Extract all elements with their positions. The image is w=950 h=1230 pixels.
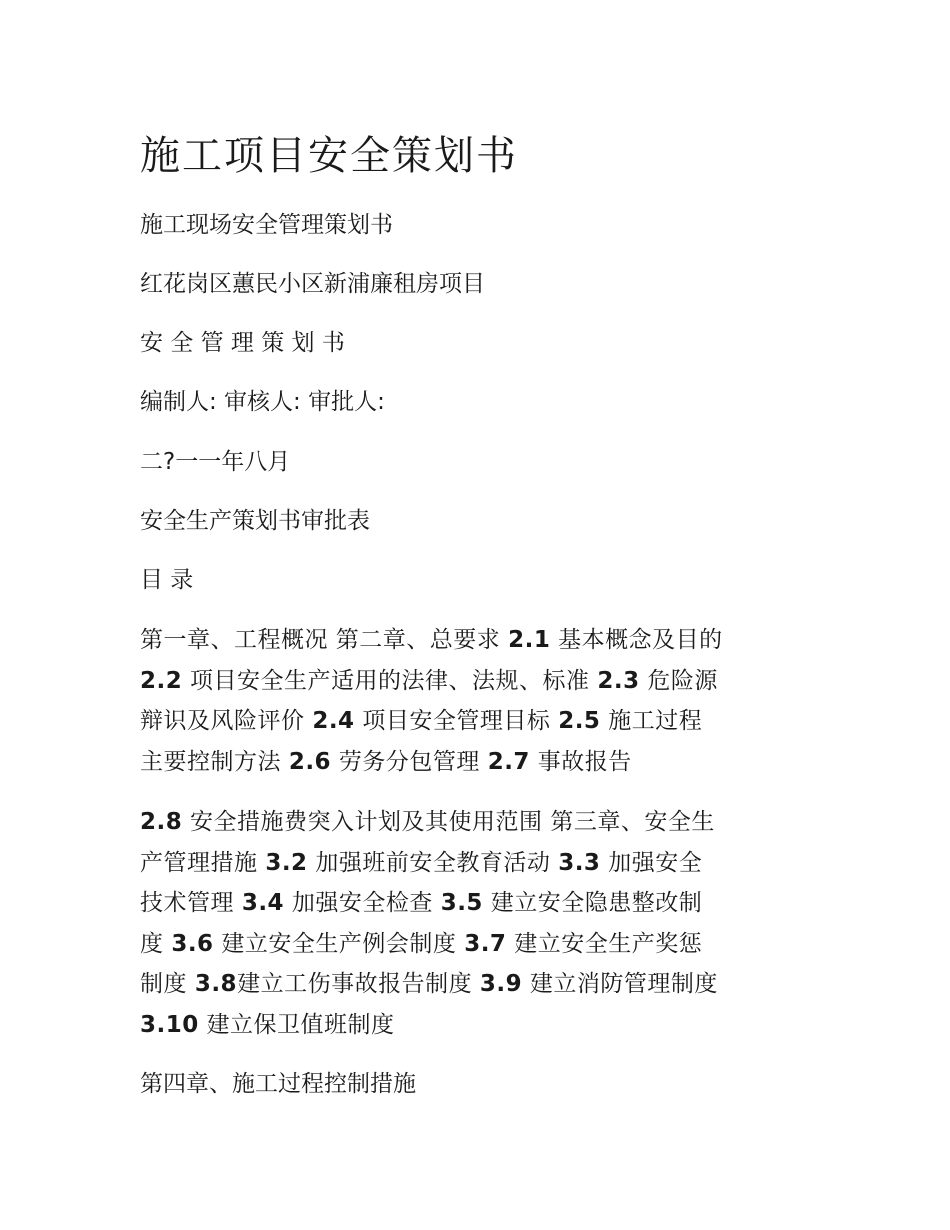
toc-line: [140, 620, 820, 661]
toc-text: 辩识及风险评价: [140, 708, 313, 735]
approval-table-heading: 安全生产策划书审批表: [140, 508, 370, 534]
toc-paragraph-2: [140, 802, 820, 1046]
toc-text: 施工过程: [600, 708, 703, 735]
toc-section-number: 2.7: [487, 748, 530, 775]
toc-section-number: 2.6: [288, 748, 332, 775]
toc-text: 项目安全管理目标: [354, 708, 559, 735]
toc-text: 产管理措施: [140, 849, 266, 876]
toc-section-number: 3.5: [440, 890, 483, 917]
toc-section-number: 3.7: [464, 930, 507, 957]
document-title: 施工项目安全策划书: [140, 133, 518, 179]
toc-section-number: 3.6: [171, 930, 214, 957]
toc-section-number: 2.4: [312, 708, 355, 735]
toc-line: [140, 661, 820, 702]
toc-section-number: 2.2: [140, 667, 183, 694]
toc-line: [140, 1005, 820, 1046]
document-name: 安 全 管 理 策 划 书: [140, 330, 345, 356]
toc-text: 危险源: [639, 667, 718, 694]
toc-text: 主要控制方法: [140, 748, 289, 775]
toc-chapter-4: 第四章、施工过程控制措施: [140, 1071, 416, 1097]
signers-line: 编制人: 审核人: 审批人:: [140, 389, 385, 415]
toc-section-number: 3.8: [194, 971, 238, 998]
toc-text: 第一章、工程概况 第二章、总要求: [140, 627, 509, 653]
toc-text: 加强安全: [600, 849, 703, 876]
toc-section-number: 3.10: [140, 1011, 199, 1038]
toc-heading: 目 录: [140, 567, 194, 593]
toc-line: [140, 964, 820, 1005]
toc-line: [140, 742, 820, 783]
toc-text: 建立保卫值班制度: [198, 1011, 395, 1038]
toc-text: 建立安全生产例会制度: [213, 930, 465, 957]
toc-section-number: 2.3: [597, 667, 640, 694]
toc-section-number: 2.8: [140, 809, 183, 835]
toc-text: 劳务分包管理: [331, 748, 488, 775]
toc-section-number: 2.5: [558, 708, 601, 735]
toc-text: 加强班前安全教育活动: [307, 849, 559, 876]
toc-line: [140, 883, 820, 924]
project-name: 红花岗区蕙民小区新浦廉租房项目: [140, 271, 485, 297]
toc-text: 建立安全生产奖惩: [506, 930, 703, 957]
toc-line: [140, 701, 820, 742]
toc-text: 度: [140, 930, 172, 957]
toc-line: [140, 802, 820, 843]
toc-text: 制度: [140, 971, 195, 998]
toc-section-number: 3.2: [265, 849, 308, 876]
toc-text: 建立工伤事故报告制度: [237, 971, 480, 998]
toc-text: 加强安全检查: [284, 890, 441, 917]
toc-line: [140, 924, 820, 965]
toc-text: 事故报告: [529, 748, 632, 775]
date-line: 二?一一年八月: [140, 449, 291, 475]
toc-text: 建立安全隐患整改制: [482, 890, 703, 917]
toc-section-number: 3.3: [558, 849, 601, 876]
toc-text: 技术管理: [140, 890, 242, 917]
toc-text: 建立消防管理制度: [522, 971, 718, 998]
toc-section-number: 3.9: [479, 971, 523, 998]
toc-line: [140, 843, 820, 884]
toc-paragraph-1: [140, 620, 820, 782]
toc-text: 安全措施费突入计划及其使用范围 第三章、安全生: [182, 809, 715, 835]
subtitle: 施工现场安全管理策划书: [140, 212, 393, 238]
toc-text: 项目安全生产适用的法律、法规、标准: [182, 667, 598, 694]
toc-text: 基本概念及目的: [550, 627, 723, 653]
toc-section-number: 2.1: [508, 627, 551, 653]
toc-section-number: 3.4: [241, 890, 285, 917]
